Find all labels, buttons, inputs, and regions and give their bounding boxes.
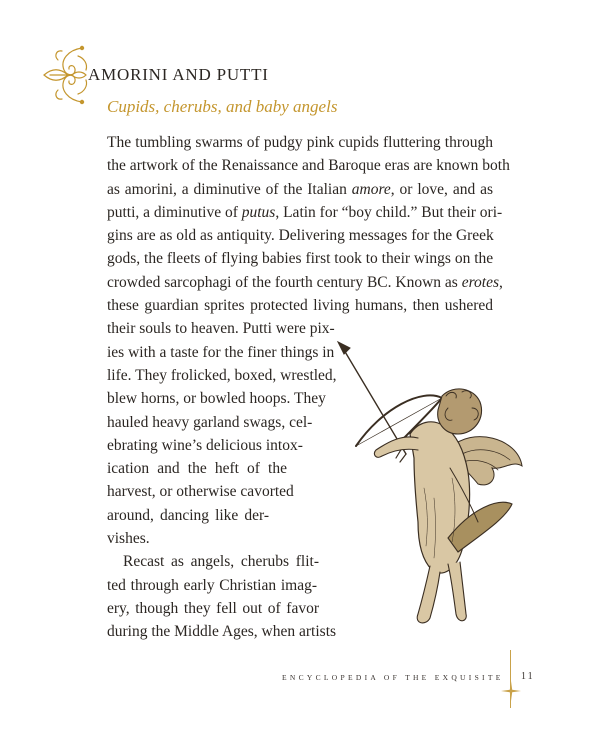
body-line: hauled heavy garland swags, cel- bbox=[107, 413, 313, 431]
body-line: vishes. bbox=[107, 530, 150, 548]
body-line: ication and the heft of the bbox=[107, 460, 287, 478]
corner-flourish-icon bbox=[38, 42, 94, 108]
compass-star-icon bbox=[501, 681, 521, 701]
body-line: harvest, or otherwise cavorted bbox=[107, 483, 294, 501]
body-line: ted through early Christian imag- bbox=[107, 576, 317, 594]
cupid-illustration bbox=[322, 338, 532, 628]
section-heading: AMORINI AND PUTTI bbox=[88, 65, 269, 84]
body-line: ebrating wine’s delicious intox- bbox=[107, 436, 303, 454]
body-line: life. They frolicked, boxed, wrestled, bbox=[107, 366, 337, 384]
body-line: these guardian sprites protected living humans, then ushered bbox=[107, 297, 493, 315]
body-line: gods, the fleets of flying babies first took to their wings on the bbox=[107, 250, 494, 268]
body-line: their souls to heaven. Putti were pix- bbox=[107, 320, 335, 338]
body-line: as amorini, a diminutive of the Italian amore, or love, and as bbox=[107, 180, 493, 198]
body-line: crowded sarcophagi of the fourth century BC. Known as erotes, bbox=[107, 273, 503, 291]
body-line: ery, though they fell out of favor bbox=[107, 599, 319, 617]
page-number: 11 bbox=[521, 671, 535, 682]
body-line: gins are as old as antiquity. Delivering messages for the Greek bbox=[107, 227, 494, 245]
body-line: The tumbling swarms of pudgy pink cupids fluttering through bbox=[107, 134, 493, 151]
body-line: during the Middle Ages, when artists bbox=[107, 623, 337, 641]
section-subheading: Cupids, cherubs, and baby angels bbox=[107, 97, 338, 116]
running-footer: ENCYCLOPEDIA OF THE EXQUISITE bbox=[282, 673, 504, 682]
body-line: the artwork of the Renaissance and Baroque eras are known both bbox=[107, 157, 510, 175]
body-line: Recast as angels, cherubs flit- bbox=[123, 553, 319, 571]
body-line: ies with a taste for the finer things in bbox=[107, 343, 335, 361]
body-line: around, dancing like der- bbox=[107, 506, 269, 524]
body-line: putti, a diminutive of putus, Latin for “boy child.” But their ori- bbox=[107, 203, 503, 221]
body-line: blew horns, or bowled hoops. They bbox=[107, 390, 326, 408]
